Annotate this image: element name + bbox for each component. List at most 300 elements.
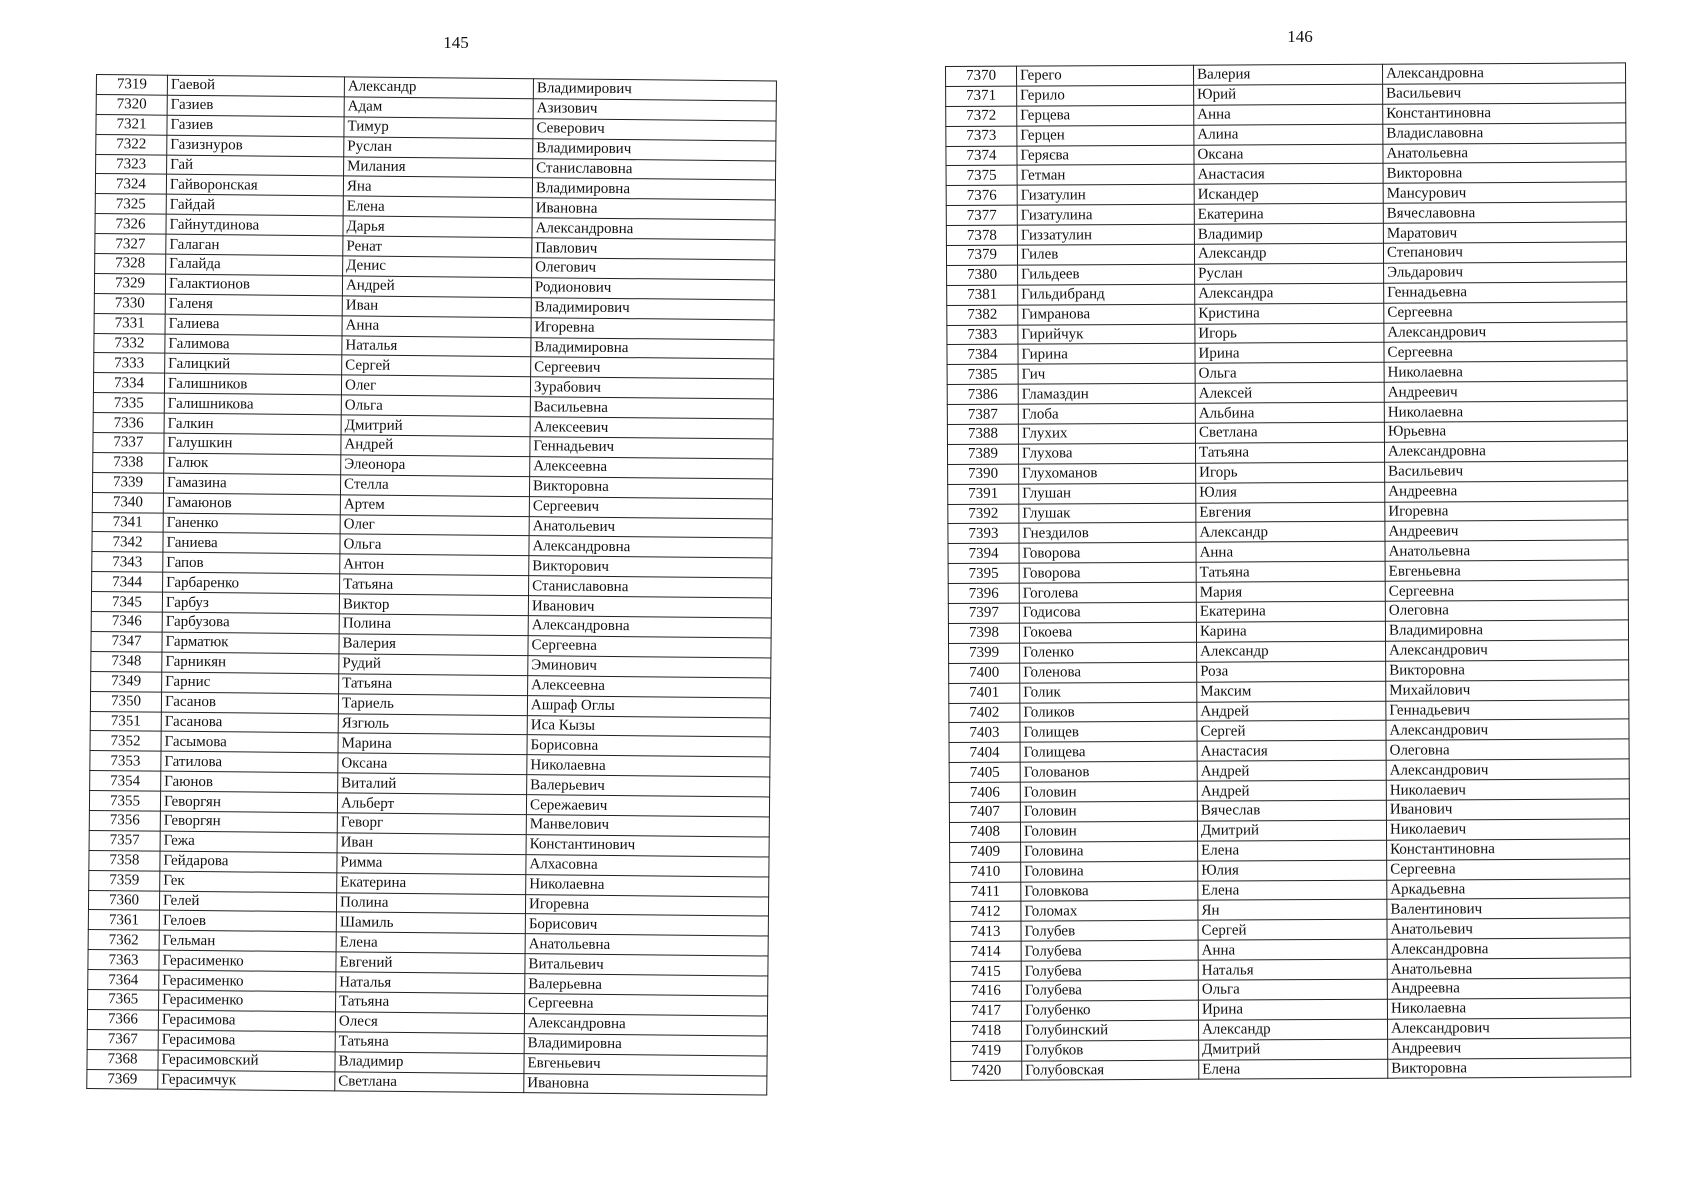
patronymic-cell: Александровна <box>1384 441 1627 462</box>
last-name-cell: Гильдибранд <box>1018 284 1195 305</box>
row-number-cell: 7387 <box>947 404 1018 424</box>
row-number-cell: 7371 <box>946 86 1017 106</box>
last-name-cell: Голенко <box>1020 642 1197 663</box>
patronymic-cell: Владимирович <box>533 79 776 101</box>
row-number-cell: 7372 <box>946 106 1017 126</box>
patronymic-cell: Мансурович <box>1383 182 1626 203</box>
page-146 <box>945 24 1625 1081</box>
first-name-cell: Александр <box>1194 243 1383 264</box>
first-name-cell: Ольга <box>341 395 530 417</box>
patronymic-cell: Олегович <box>532 258 775 280</box>
first-name-cell: Юрий <box>1194 84 1383 105</box>
last-name-cell: Головкова <box>1021 881 1198 902</box>
last-name-cell: Гайворонская <box>166 175 343 197</box>
first-name-cell: Марина <box>338 733 527 755</box>
patronymic-cell: Родионович <box>531 278 774 300</box>
last-name-cell: Газиев <box>167 95 344 117</box>
last-name-cell: Гимранова <box>1018 304 1195 325</box>
first-name-cell: Татьяна <box>1195 442 1384 463</box>
row-number-cell: 7368 <box>87 1049 158 1070</box>
row-number-cell: 7420 <box>951 1061 1022 1081</box>
patronymic-cell: Александровна <box>528 616 771 638</box>
first-name-cell: Язгюль <box>338 713 527 735</box>
row-number-cell: 7352 <box>90 731 161 752</box>
row-number-cell: 7411 <box>950 882 1021 902</box>
last-name-cell: Герасимовский <box>158 1050 335 1072</box>
row-number-cell: 7389 <box>947 444 1018 464</box>
last-name-cell: Гарникян <box>162 652 339 674</box>
first-name-cell: Елена <box>1198 840 1387 861</box>
last-name-cell: Гежа <box>160 831 337 853</box>
patronymic-cell: Николаевич <box>1386 819 1629 840</box>
row-number-cell: 7322 <box>96 134 167 155</box>
first-name-cell: Полина <box>336 892 525 914</box>
patronymic-cell: Евгеньевна <box>1385 560 1628 581</box>
first-name-cell: Светлана <box>335 1071 524 1093</box>
row-number-cell: 7353 <box>90 751 161 772</box>
first-name-cell: Александр <box>1198 1019 1387 1040</box>
last-name-cell: Ганенко <box>163 513 340 535</box>
patronymic-cell: Юрьевна <box>1384 421 1627 442</box>
page-number: 145 <box>443 33 469 52</box>
last-name-cell: Геряєва <box>1017 145 1194 166</box>
patronymic-cell: Викторовна <box>529 476 772 498</box>
last-name-cell: Голованов <box>1020 761 1197 782</box>
last-name-cell: Гокоева <box>1019 622 1196 643</box>
last-name-cell: Голубенко <box>1021 1000 1198 1021</box>
first-name-cell: Екатерина <box>1194 203 1383 224</box>
first-name-cell: Альберт <box>337 793 526 815</box>
row-number-cell: 7377 <box>946 205 1017 225</box>
first-name-cell: Светлана <box>1195 422 1384 443</box>
first-name-cell: Александра <box>1195 283 1384 304</box>
patronymic-cell: Андреевич <box>1388 1038 1631 1059</box>
patronymic-cell: Сергеевна <box>1385 580 1628 601</box>
last-name-cell: Гламаздин <box>1018 383 1195 404</box>
table-row <box>951 1057 1631 1080</box>
patronymic-cell: Сергеевна <box>1387 859 1630 880</box>
patronymic-cell: Николаевна <box>526 874 769 896</box>
row-number-cell: 7381 <box>947 285 1018 305</box>
last-name-cell: Гирина <box>1018 344 1195 365</box>
row-number-cell: 7419 <box>951 1041 1022 1061</box>
first-name-cell: Валерия <box>339 634 528 656</box>
patronymic-cell: Александрович <box>1387 1018 1630 1039</box>
last-name-cell: Голубев <box>1021 920 1198 941</box>
patronymic-cell: Станиславовна <box>529 576 772 598</box>
row-number-cell: 7330 <box>94 293 165 314</box>
row-number-cell: 7326 <box>95 214 166 235</box>
last-name-cell: Говорова <box>1019 543 1196 564</box>
last-name-cell: Галкин <box>164 413 341 435</box>
last-name-cell: Гайнутдинова <box>166 214 343 236</box>
patronymic-cell: Валерьевна <box>525 974 768 996</box>
first-name-cell: Сергей <box>1197 721 1386 742</box>
patronymic-cell: Александровна <box>1387 938 1630 959</box>
first-name-cell: Анастасия <box>1197 740 1386 761</box>
last-name-cell: Гейдарова <box>160 851 337 873</box>
last-name-cell: Герасимчук <box>158 1070 335 1092</box>
row-number-cell: 7332 <box>94 333 165 354</box>
row-number-cell: 7404 <box>949 742 1020 762</box>
patronymic-cell: Эльдарович <box>1384 262 1627 283</box>
first-name-cell: Иван <box>337 833 526 855</box>
first-name-cell: Адам <box>344 97 533 119</box>
patronymic-cell: Иса Кызы <box>527 715 770 737</box>
first-name-cell: Милания <box>344 156 533 178</box>
first-name-cell: Александр <box>1197 641 1386 662</box>
row-number-cell: 7410 <box>950 862 1021 882</box>
first-name-cell: Ольга <box>340 534 529 556</box>
last-name-cell: Гоголева <box>1019 582 1196 603</box>
row-number-cell: 7379 <box>946 245 1017 265</box>
patronymic-cell: Васильевич <box>1385 461 1628 482</box>
row-number-cell: 7392 <box>948 504 1019 524</box>
first-name-cell: Игорь <box>1195 323 1384 344</box>
last-name-cell: Галаган <box>166 234 343 256</box>
row-number-cell: 7400 <box>949 663 1020 683</box>
last-name-cell: Гаевой <box>167 75 344 97</box>
row-number-cell: 7348 <box>91 651 162 672</box>
first-name-cell: Денис <box>343 256 532 278</box>
row-number-cell: 7338 <box>93 452 164 473</box>
first-name-cell: Андрей <box>342 276 531 298</box>
patronymic-cell: Иванович <box>528 596 771 618</box>
patronymic-cell: Михайлович <box>1386 680 1629 701</box>
first-name-cell: Карина <box>1196 621 1385 642</box>
first-name-cell: Максим <box>1197 681 1386 702</box>
last-name-cell: Герасимова <box>158 1030 335 1052</box>
row-number-cell: 7383 <box>947 325 1018 345</box>
row-number-cell: 7397 <box>948 603 1019 623</box>
first-name-cell: Евгения <box>1196 502 1385 523</box>
patronymic-cell: Николаевна <box>1384 401 1627 422</box>
patronymic-cell: Николаевна <box>1387 998 1630 1019</box>
patronymic-cell: Александровна <box>524 1014 767 1036</box>
first-name-cell: Александр <box>1196 522 1385 543</box>
patronymic-cell: Алексеевич <box>530 417 773 439</box>
row-number-cell: 7358 <box>89 850 160 871</box>
patronymic-cell: Николаевич <box>1386 779 1629 800</box>
patronymic-cell: Владимирович <box>533 138 776 160</box>
first-name-cell: Наталья <box>1198 959 1387 980</box>
first-name-cell: Андрей <box>1197 780 1386 801</box>
last-name-cell: Голубовская <box>1022 1060 1199 1081</box>
row-number-cell: 7407 <box>949 802 1020 822</box>
first-name-cell: Евгений <box>336 952 525 974</box>
patronymic-cell: Викторович <box>529 556 772 578</box>
row-number-cell: 7416 <box>950 981 1021 1001</box>
patronymic-cell: Геннадьевич <box>530 437 773 459</box>
first-name-cell: Роза <box>1197 661 1386 682</box>
patronymic-cell: Валерьевич <box>527 775 770 797</box>
patronymic-cell: Анатольевна <box>525 934 768 956</box>
patronymic-cell: Андреевич <box>1385 520 1628 541</box>
row-number-cell: 7336 <box>93 413 164 434</box>
patronymic-cell: Александрович <box>1384 322 1627 343</box>
row-number-cell: 7413 <box>950 921 1021 941</box>
first-name-cell: Ольга <box>1195 363 1384 384</box>
patronymic-cell: Эминович <box>528 656 771 678</box>
row-number-cell: 7360 <box>88 890 159 911</box>
first-name-cell: Алексей <box>1195 382 1384 403</box>
first-name-cell: Татьяна <box>1196 561 1385 582</box>
row-number-cell: 7365 <box>88 989 159 1010</box>
row-number-cell: 7361 <box>88 910 159 931</box>
row-number-cell: 7351 <box>90 711 161 732</box>
first-name-cell: Дарья <box>343 216 532 238</box>
first-name-cell: Рудий <box>339 654 528 676</box>
last-name-cell: Головина <box>1021 861 1198 882</box>
first-name-cell: Ирина <box>1195 343 1384 364</box>
row-number-cell: 7324 <box>95 174 166 195</box>
first-name-cell: Оксана <box>338 753 527 775</box>
last-name-cell: Говорова <box>1019 562 1196 583</box>
first-name-cell: Искандер <box>1194 184 1383 205</box>
patronymic-cell: Станиславовна <box>533 158 776 180</box>
row-number-cell: 7409 <box>950 842 1021 862</box>
row-number-cell: 7398 <box>948 623 1019 643</box>
patronymic-cell: Азизович <box>533 99 776 121</box>
first-name-cell: Полина <box>339 614 528 636</box>
first-name-cell: Шамиль <box>336 912 525 934</box>
first-name-cell: Анастасия <box>1194 164 1383 185</box>
first-name-cell: Анна <box>342 316 531 338</box>
first-name-cell: Татьяна <box>340 574 529 596</box>
patronymic-cell: Александровна <box>532 218 775 240</box>
first-name-cell: Александр <box>344 77 533 99</box>
first-name-cell: Игорь <box>1196 462 1385 483</box>
last-name-cell: Герцен <box>1017 125 1194 146</box>
last-name-cell: Гизатулин <box>1017 185 1194 206</box>
patronymic-cell: Анатольевна <box>1387 958 1630 979</box>
first-name-cell: Ирина <box>1198 999 1387 1020</box>
last-name-cell: Герасименко <box>159 950 336 972</box>
patronymic-cell: Игоревна <box>525 894 768 916</box>
row-number-cell: 7350 <box>90 691 161 712</box>
patronymic-cell: Валентинович <box>1387 898 1630 919</box>
first-name-cell: Елена <box>1198 880 1387 901</box>
last-name-cell: Глушан <box>1019 483 1196 504</box>
row-number-cell: 7395 <box>948 563 1019 583</box>
patronymic-cell: Андреевна <box>1387 978 1630 999</box>
patronymic-cell: Сергеевна <box>1384 341 1627 362</box>
last-name-cell: Головин <box>1020 821 1197 842</box>
first-name-cell: Ян <box>1198 900 1387 921</box>
patronymic-cell: Геннадьевна <box>1384 282 1627 303</box>
patronymic-cell: Ивановна <box>524 1073 767 1095</box>
last-name-cell: Герасимова <box>158 1010 335 1032</box>
row-number-cell: 7321 <box>96 114 167 135</box>
patronymic-cell: Васильевна <box>530 397 773 419</box>
last-name-cell: Ганиева <box>163 533 340 555</box>
first-name-cell: Наталья <box>336 972 525 994</box>
last-name-cell: Гасанова <box>161 712 338 734</box>
first-name-cell: Андрей <box>341 435 530 457</box>
first-name-cell: Дмитрий <box>341 415 530 437</box>
row-number-cell: 7362 <box>88 930 159 951</box>
last-name-cell: Гатилова <box>161 751 338 773</box>
names-table <box>86 74 777 1096</box>
row-number-cell: 7325 <box>95 194 166 215</box>
first-name-cell: Элеонора <box>341 455 530 477</box>
last-name-cell: Гамазина <box>163 473 340 495</box>
first-name-cell: Руслан <box>1195 263 1384 284</box>
last-name-cell: Галушкин <box>164 433 341 455</box>
row-number-cell: 7385 <box>947 364 1018 384</box>
row-number-cell: 7386 <box>947 384 1018 404</box>
first-name-cell: Татьяна <box>335 1032 524 1054</box>
patronymic-cell: Владимировна <box>1385 620 1628 641</box>
last-name-cell: Голубинский <box>1022 1020 1199 1041</box>
first-name-cell: Дмитрий <box>1197 820 1386 841</box>
row-number-cell: 7339 <box>92 472 163 493</box>
first-name-cell: Иван <box>342 296 531 318</box>
first-name-cell: Татьяна <box>336 992 525 1014</box>
first-name-cell: Геворг <box>337 813 526 835</box>
patronymic-cell: Олеговна <box>1385 600 1628 621</box>
first-name-cell: Ольга <box>1198 979 1387 1000</box>
patronymic-cell: Алхасовна <box>526 854 769 876</box>
last-name-cell: Глоба <box>1018 403 1195 424</box>
row-number-cell: 7364 <box>88 970 159 991</box>
last-name-cell: Гиззатулин <box>1017 224 1194 245</box>
row-number-cell: 7396 <box>948 583 1019 603</box>
row-number-cell: 7394 <box>948 543 1019 563</box>
last-name-cell: Голубева <box>1021 940 1198 961</box>
patronymic-cell: Манвелович <box>526 815 769 837</box>
row-number-cell: 7345 <box>91 592 162 613</box>
last-name-cell: Галеня <box>165 294 342 316</box>
last-name-cell: Головин <box>1020 801 1197 822</box>
row-number-cell: 7349 <box>91 671 162 692</box>
patronymic-cell: Евгеньевич <box>524 1053 767 1075</box>
first-name-cell: Юлия <box>1196 482 1385 503</box>
first-name-cell: Ренат <box>343 236 532 258</box>
patronymic-cell: Павлович <box>532 238 775 260</box>
last-name-cell: Геворгян <box>160 811 337 833</box>
row-number-cell: 7418 <box>951 1021 1022 1041</box>
row-number-cell: 7408 <box>949 822 1020 842</box>
patronymic-cell: Константинович <box>526 835 769 857</box>
last-name-cell: Гилев <box>1017 244 1194 265</box>
first-name-cell: Елена <box>1199 1059 1388 1080</box>
row-number-cell: 7412 <box>950 902 1021 922</box>
patronymic-cell: Северович <box>533 118 776 140</box>
first-name-cell: Тариель <box>338 693 527 715</box>
last-name-cell: Гельман <box>159 930 336 952</box>
last-name-cell: Гамаюнов <box>163 493 340 515</box>
last-name-cell: Гасанов <box>161 692 338 714</box>
patronymic-cell: Викторовна <box>1383 162 1626 183</box>
row-number-cell: 7406 <box>949 782 1020 802</box>
patronymic-cell: Владиславовна <box>1383 123 1626 144</box>
row-number-cell: 7327 <box>95 234 166 255</box>
patronymic-cell: Васильевич <box>1383 83 1626 104</box>
row-number-cell: 7391 <box>948 484 1019 504</box>
last-name-cell: Головина <box>1021 841 1198 862</box>
first-name-cell: Кристина <box>1195 303 1384 324</box>
last-name-cell: Голенова <box>1020 662 1197 683</box>
last-name-cell: Голомах <box>1021 901 1198 922</box>
first-name-cell: Тимур <box>344 117 533 139</box>
first-name-cell: Елена <box>343 196 532 218</box>
first-name-cell: Римма <box>337 853 526 875</box>
patronymic-cell: Ивановна <box>532 198 775 220</box>
first-name-cell: Антон <box>340 554 529 576</box>
first-name-cell: Валерия <box>1193 64 1382 85</box>
patronymic-cell: Сергеевич <box>531 357 774 379</box>
last-name-cell: Голищев <box>1020 722 1197 743</box>
patronymic-cell: Витальевич <box>525 954 768 976</box>
last-name-cell: Глухих <box>1018 423 1195 444</box>
patronymic-cell: Владимировна <box>524 1033 767 1055</box>
patronymic-cell: Александровна <box>1382 63 1625 84</box>
patronymic-cell: Борисович <box>525 914 768 936</box>
row-number-cell: 7337 <box>93 433 164 454</box>
row-number-cell: 7376 <box>946 185 1017 205</box>
last-name-cell: Голубков <box>1022 1040 1199 1061</box>
last-name-cell: Голик <box>1020 682 1197 703</box>
patronymic-cell: Владимировна <box>532 178 775 200</box>
page-145 <box>96 30 776 1092</box>
row-number-cell: 7335 <box>93 393 164 414</box>
first-name-cell: Владимир <box>1194 223 1383 244</box>
first-name-cell: Анна <box>1196 542 1385 563</box>
first-name-cell: Алина <box>1194 124 1383 145</box>
row-number-cell: 7342 <box>92 532 163 553</box>
row-number-cell: 7378 <box>946 225 1017 245</box>
row-number-cell: 7354 <box>90 771 161 792</box>
last-name-cell: Гнездилов <box>1019 523 1196 544</box>
last-name-cell: Галиева <box>165 314 342 336</box>
last-name-cell: Гирийчук <box>1018 324 1195 345</box>
last-name-cell: Головин <box>1020 781 1197 802</box>
patronymic-cell: Николаевна <box>1384 361 1627 382</box>
patronymic-cell: Аркадьевна <box>1387 878 1630 899</box>
patronymic-cell: Алексеевна <box>528 675 771 697</box>
last-name-cell: Глухоманов <box>1019 463 1196 484</box>
last-name-cell: Галицкий <box>165 354 342 376</box>
patronymic-cell: Зурабович <box>530 377 773 399</box>
first-name-cell: Вячеслав <box>1197 800 1386 821</box>
row-number-cell: 7401 <box>949 683 1020 703</box>
last-name-cell: Годисова <box>1019 602 1196 623</box>
last-name-cell: Герасименко <box>159 990 336 1012</box>
row-number-cell: 7341 <box>92 512 163 533</box>
first-name-cell: Екатерина <box>337 872 526 894</box>
first-name-cell: Андрей <box>1197 701 1386 722</box>
first-name-cell: Анна <box>1194 104 1383 125</box>
patronymic-cell: Вячеславовна <box>1383 202 1626 223</box>
first-name-cell: Альбина <box>1195 402 1384 423</box>
patronymic-cell: Сергеевна <box>528 636 771 658</box>
last-name-cell: Гарбузова <box>162 612 339 634</box>
first-name-cell: Сергей <box>1198 919 1387 940</box>
row-number-cell: 7356 <box>89 810 160 831</box>
last-name-cell: Гич <box>1018 364 1195 385</box>
last-name-cell: Геворгян <box>160 791 337 813</box>
first-name-cell: Олег <box>340 514 529 536</box>
last-name-cell: Гелоев <box>159 911 336 933</box>
first-name-cell: Татьяна <box>339 674 528 696</box>
last-name-cell: Гек <box>160 871 337 893</box>
row-number-cell: 7328 <box>95 254 166 275</box>
names-table <box>945 62 1631 1081</box>
first-name-cell: Юлия <box>1198 860 1387 881</box>
last-name-cell: Гелей <box>159 891 336 913</box>
last-name-cell: Голищева <box>1020 741 1197 762</box>
